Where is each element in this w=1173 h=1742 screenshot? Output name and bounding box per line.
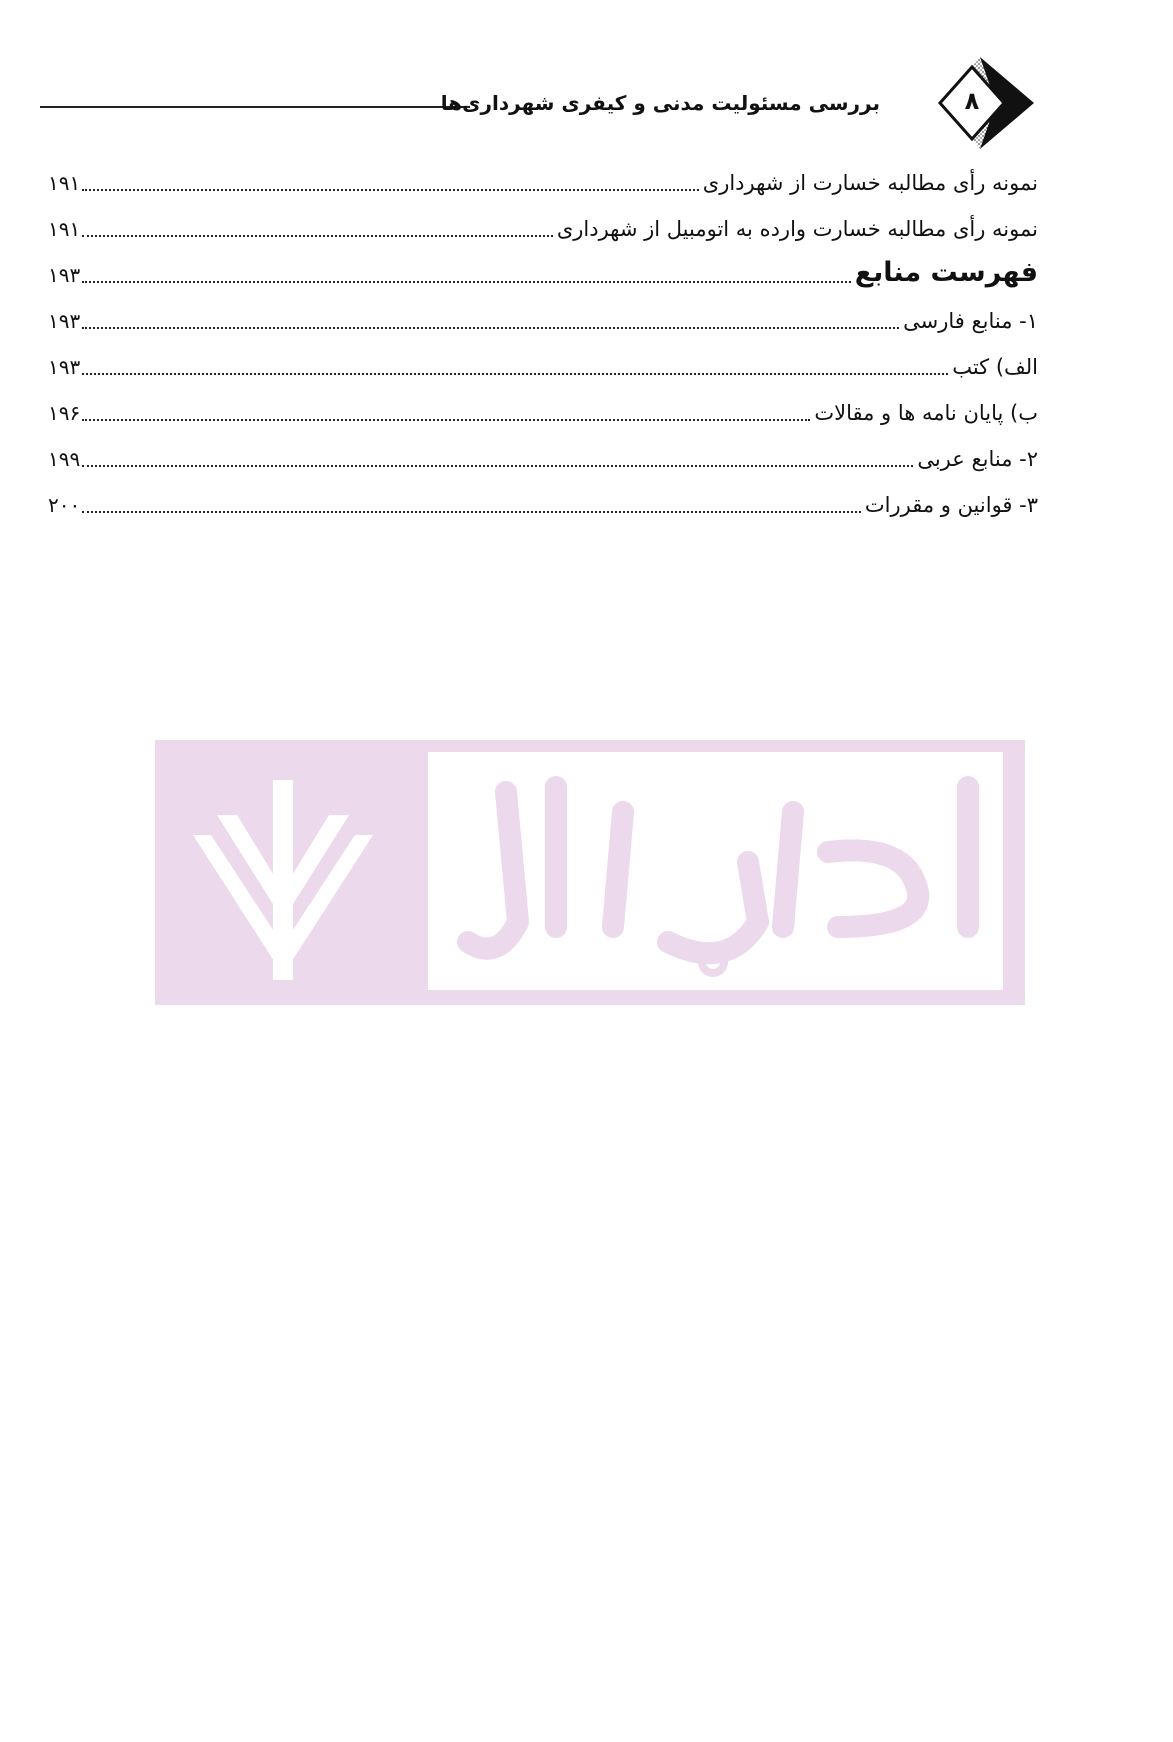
dot-leader [82,327,899,329]
toc-entry[interactable] [48,152,1038,198]
watermark-logo [155,740,1025,1005]
toc-entry-page: ۱۹۳ [48,309,81,333]
page-number-badge [910,55,1040,155]
toc-entry[interactable] [48,198,1038,244]
table-of-contents [48,152,1038,520]
toc-entry-title: ۱- منابع فارسی [903,309,1038,333]
running-header [40,55,1040,155]
toc-entry[interactable] [48,336,1038,382]
dot-leader [82,511,861,513]
dot-leader [82,465,913,467]
toc-entry-page: ۲۰۰ [48,493,81,517]
toc-entry-page: ۱۹۳ [48,355,81,379]
toc-entry-page: ۱۹۳ [48,263,81,287]
watermark-emblem [155,740,410,1005]
book-title: بررسی مسئولیت مدنی و کیفری شهرداری‌ها [440,91,880,115]
dot-leader [82,419,810,421]
watermark-wordmark [428,752,1003,990]
dot-leader [82,189,699,191]
dot-leader [82,373,948,375]
toc-entry-title: فهرست منابع [854,257,1038,288]
toc-entry-title: نمونه رأی مطالبه خسارت از شهرداری [702,171,1038,195]
toc-entry-title: الف) کتب [952,355,1038,379]
toc-entry-title: ب) پایان نامه ها و مقالات [814,401,1038,425]
toc-entry-title: ۲- منابع عربی [917,447,1038,471]
dot-leader [82,235,553,237]
toc-entry-page: ۱۹۱ [48,171,81,195]
toc-section-heading[interactable] [48,244,1038,290]
tree-emblem-icon [155,740,410,1005]
watermark-wordmark-frame [410,740,1025,1005]
toc-entry-page: ۱۹۹ [48,447,81,471]
toc-entry[interactable] [48,428,1038,474]
toc-entry[interactable] [48,382,1038,428]
dot-leader [82,281,850,283]
header-rule [40,106,470,108]
toc-entry-page: ۱۹۱ [48,217,81,241]
dadbazar-wordmark-icon [428,752,1003,990]
toc-entry[interactable] [48,290,1038,336]
toc-entry[interactable] [48,474,1038,520]
toc-entry-page: ۱۹۶ [48,401,81,425]
toc-entry-title: ۳- قوانین و مقررات [864,493,1038,517]
page-number: ۸ [964,87,980,115]
toc-entry-title: نمونه رأی مطالبه خسارت وارده به اتومبیل از شهرداری [556,217,1038,241]
